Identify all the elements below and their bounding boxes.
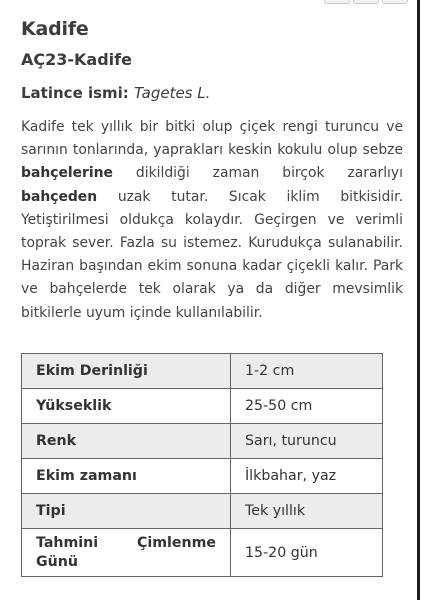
toolbar-button[interactable] (324, 0, 350, 4)
latin-name-value: Tagetes L. (134, 84, 211, 102)
description-keyword: bahçelerine (21, 165, 113, 182)
description-text: Kadife tek yıllık bir bitki olup çiçek rengi turuncu ve sarının tonlarında, yaprakları keskin kokulu olup sebze (21, 119, 403, 159)
spec-value: 15-20 gün (231, 529, 383, 577)
product-code: AÇ23-Kadife (21, 50, 132, 69)
spec-label-word: Günü (36, 553, 78, 570)
spec-label: Ekim Derinliği (22, 354, 231, 389)
description-keyword: bahçeden (21, 188, 98, 205)
toolbar-button[interactable] (353, 0, 379, 4)
table-row (22, 389, 383, 424)
spec-label: Renk (22, 424, 231, 459)
spec-value: Tek yıllık (231, 494, 383, 529)
spec-label: Yükseklik (22, 389, 231, 424)
spec-value: 1-2 cm (231, 354, 383, 389)
description-text: uzak tutar. Sıcak iklim bitkisidir. Yetiştirilmesi oldukça kolaydır. Geçirgen ve verimli toprak sever. Fazla su istemez. Kurudukça sulanabilir. Haziran başından ekim sonuna kadar çiçekli kalır. Park ve bahçelerde tek olarak ya da diğer mevsimlik bitkilerle uyum içinde kullanılabilir. (21, 188, 403, 321)
spec-value: 25-50 cm (231, 389, 383, 424)
table-row (22, 424, 383, 459)
table-row (22, 494, 383, 529)
spec-label-word: Çimlenme (136, 534, 216, 551)
latin-name-label: Latince ismi: (21, 84, 129, 102)
spec-label: Tipi (22, 494, 231, 529)
table-row (22, 459, 383, 494)
product-description (21, 116, 403, 325)
spec-value: Sarı, turuncu (231, 424, 383, 459)
right-border-line (417, 0, 420, 600)
spec-value: İlkbahar, yaz (231, 459, 383, 494)
description-text: dikildiği zaman birçok zararlıyı (112, 165, 403, 182)
specs-table (21, 353, 383, 577)
product-title: Kadife (21, 18, 89, 40)
table-row (22, 354, 383, 389)
table-row (22, 529, 383, 577)
spec-label (22, 529, 231, 577)
toolbar-button[interactable] (382, 0, 408, 4)
spec-label: Ekim zamanı (22, 459, 231, 494)
top-toolbar (324, 0, 408, 4)
latin-name (21, 84, 210, 102)
spec-label-word: Tahmini (36, 534, 99, 551)
